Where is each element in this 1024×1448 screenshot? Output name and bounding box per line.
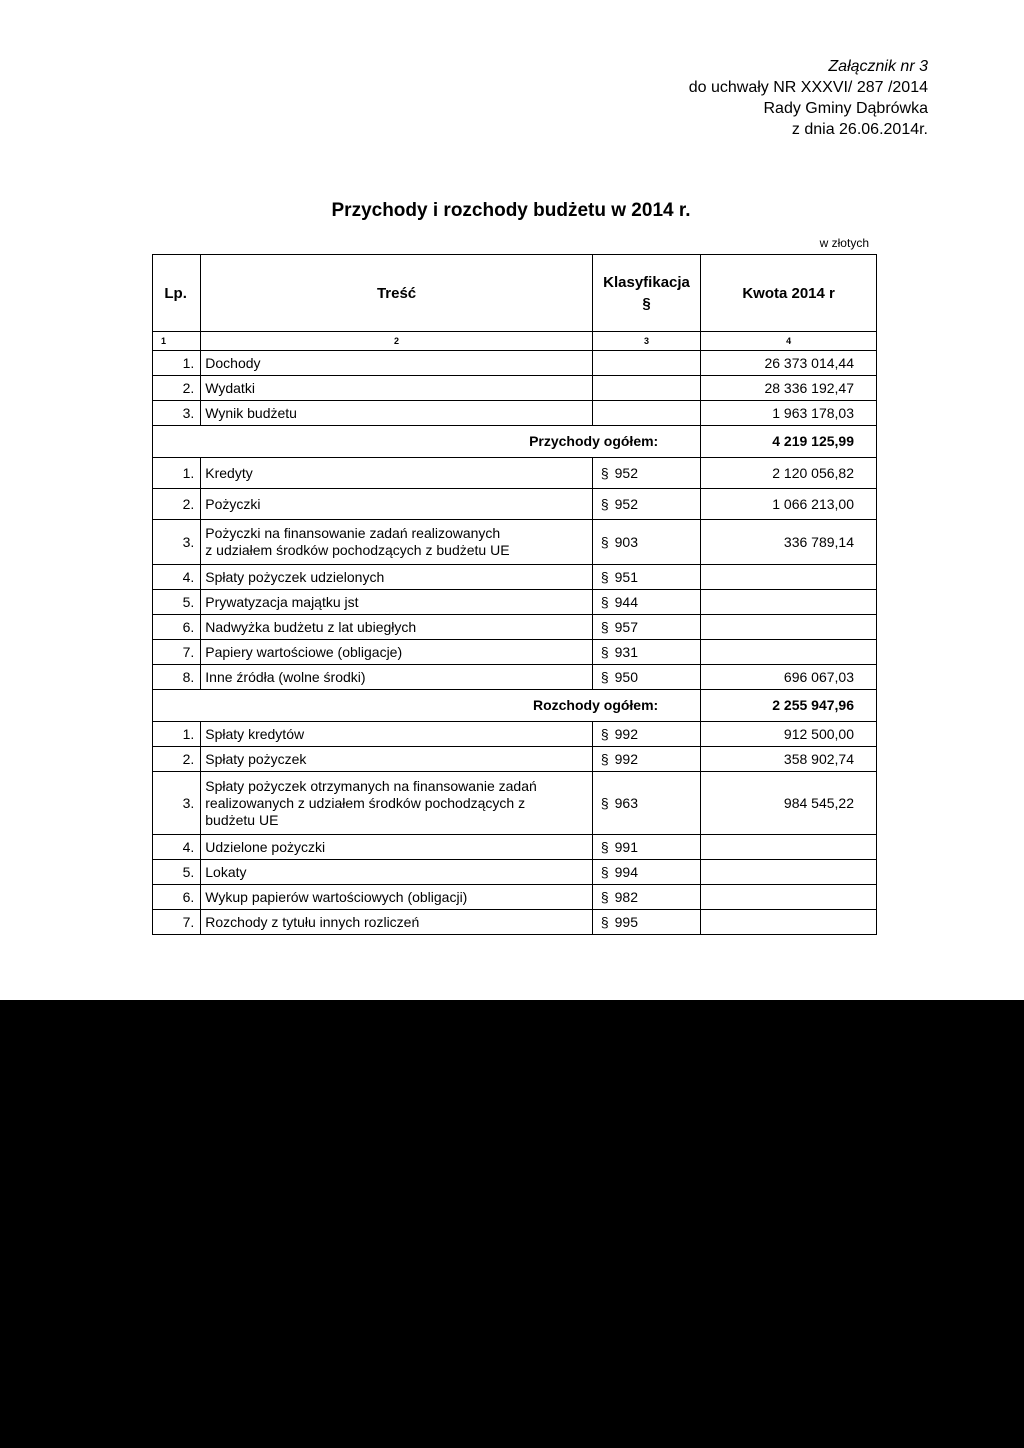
row-tresc: Wydatki bbox=[201, 376, 593, 401]
row-lp: 6. bbox=[153, 615, 201, 640]
header-kwota: Kwota 2014 r bbox=[701, 255, 877, 332]
column-number: 4 bbox=[701, 332, 877, 351]
row-kwota: 696 067,03 bbox=[701, 665, 877, 690]
table-row bbox=[153, 640, 877, 665]
row-tresc: Spłaty pożyczek otrzymanych na finansowanie zadań realizowanych z udziałem środków pochodzących z budżetu UE bbox=[201, 772, 593, 835]
table-row bbox=[153, 401, 877, 426]
paragraph-sign: § bbox=[600, 725, 609, 742]
row-klasyfikacja: § 995 bbox=[592, 910, 700, 935]
row-kwota: 1 963 178,03 bbox=[701, 401, 877, 426]
paragraph-sign: § bbox=[600, 838, 609, 855]
row-lp: 6. bbox=[153, 885, 201, 910]
row-klasyfikacja: § 951 bbox=[592, 565, 700, 590]
document-title: Przychody i rozchody budżetu w 2014 r. bbox=[331, 200, 691, 221]
paragraph-sign: § bbox=[642, 295, 651, 312]
row-lp: 4. bbox=[153, 835, 201, 860]
row-klasyfikacja: § 952 bbox=[592, 489, 700, 520]
row-kwota: 358 902,74 bbox=[701, 747, 877, 772]
row-klasyfikacja bbox=[592, 376, 700, 401]
row-kwota: 1 066 213,00 bbox=[701, 489, 877, 520]
row-klasyfikacja: § 991 bbox=[592, 835, 700, 860]
row-klasyfikacja: § 992 bbox=[592, 722, 700, 747]
column-number-row bbox=[153, 332, 877, 351]
annex-council: Rady Gminy Dąbrówka bbox=[763, 100, 928, 117]
row-klasyfikacja: § 952 bbox=[592, 458, 700, 489]
row-tresc: Rozchody z tytułu innych rozliczeń bbox=[201, 910, 593, 935]
table-row bbox=[153, 520, 877, 565]
annex-date: z dnia 26.06.2014r. bbox=[791, 121, 928, 138]
header-klasyfikacja-label: Klasyfikacja bbox=[603, 274, 690, 291]
row-klasyfikacja: § 931 bbox=[592, 640, 700, 665]
row-tresc: Pożyczki bbox=[201, 489, 593, 520]
annex-resolution: do uchwały NR XXXVI/ 287 /2014 bbox=[688, 79, 928, 96]
row-tresc: Lokaty bbox=[201, 860, 593, 885]
rozchody-total-value: 2 255 947,96 bbox=[701, 690, 877, 722]
paragraph-sign: § bbox=[600, 568, 609, 585]
paragraph-sign: § bbox=[600, 533, 609, 550]
row-tresc: Wynik budżetu bbox=[201, 401, 593, 426]
row-kwota: 28 336 192,47 bbox=[701, 376, 877, 401]
row-klasyfikacja bbox=[592, 351, 700, 376]
budget-table bbox=[152, 254, 877, 935]
table-row bbox=[153, 835, 877, 860]
row-lp: 5. bbox=[153, 860, 201, 885]
row-tresc: Kredyty bbox=[201, 458, 593, 489]
row-klasyfikacja: § 994 bbox=[592, 860, 700, 885]
paragraph-sign: § bbox=[600, 643, 609, 660]
column-number: 1 bbox=[153, 332, 201, 351]
header-row bbox=[153, 255, 877, 332]
row-tresc: Dochody bbox=[201, 351, 593, 376]
row-lp: 3. bbox=[153, 772, 201, 835]
row-lp: 5. bbox=[153, 590, 201, 615]
row-kwota: 912 500,00 bbox=[701, 722, 877, 747]
row-kwota bbox=[701, 835, 877, 860]
table-row bbox=[153, 376, 877, 401]
row-tresc: Prywatyzacja majątku jst bbox=[201, 590, 593, 615]
row-tresc: Spłaty pożyczek bbox=[201, 747, 593, 772]
table-row bbox=[153, 615, 877, 640]
row-klasyfikacja: § 944 bbox=[592, 590, 700, 615]
row-kwota bbox=[701, 590, 877, 615]
przychody-total-value: 4 219 125,99 bbox=[701, 426, 877, 458]
row-tresc: Spłaty kredytów bbox=[201, 722, 593, 747]
row-kwota bbox=[701, 910, 877, 935]
paragraph-sign: § bbox=[600, 618, 609, 635]
row-tresc: Udzielone pożyczki bbox=[201, 835, 593, 860]
table-row bbox=[153, 665, 877, 690]
row-kwota bbox=[701, 640, 877, 665]
przychody-total-row bbox=[153, 426, 877, 458]
row-klasyfikacja: § 963 bbox=[592, 772, 700, 835]
row-klasyfikacja: § 992 bbox=[592, 747, 700, 772]
column-number: 3 bbox=[592, 332, 700, 351]
paragraph-sign: § bbox=[600, 668, 609, 685]
row-klasyfikacja: § 982 bbox=[592, 885, 700, 910]
table-row bbox=[153, 458, 877, 489]
table-row bbox=[153, 910, 877, 935]
row-kwota bbox=[701, 860, 877, 885]
table-row bbox=[153, 489, 877, 520]
row-klasyfikacja: § 950 bbox=[592, 665, 700, 690]
unit-label: w złotych bbox=[819, 236, 869, 250]
row-lp: 2. bbox=[153, 747, 201, 772]
row-kwota bbox=[701, 885, 877, 910]
row-tresc: Papiery wartościowe (obligacje) bbox=[201, 640, 593, 665]
row-lp: 8. bbox=[153, 665, 201, 690]
row-lp: 3. bbox=[153, 401, 201, 426]
header-lp: Lp. bbox=[153, 255, 201, 332]
row-lp: 4. bbox=[153, 565, 201, 590]
row-kwota bbox=[701, 615, 877, 640]
row-tresc: Spłaty pożyczek udzielonych bbox=[201, 565, 593, 590]
row-kwota: 2 120 056,82 bbox=[701, 458, 877, 489]
paragraph-sign: § bbox=[600, 888, 609, 905]
header-klasyfikacja bbox=[592, 255, 700, 332]
table-row bbox=[153, 565, 877, 590]
table-row bbox=[153, 885, 877, 910]
row-lp: 2. bbox=[153, 376, 201, 401]
header-tresc: Treść bbox=[201, 255, 593, 332]
row-lp: 1. bbox=[153, 722, 201, 747]
row-lp: 3. bbox=[153, 520, 201, 565]
table-row bbox=[153, 747, 877, 772]
table-row bbox=[153, 860, 877, 885]
table-row bbox=[153, 722, 877, 747]
paragraph-sign: § bbox=[600, 794, 609, 811]
table-row bbox=[153, 351, 877, 376]
row-lp: 7. bbox=[153, 910, 201, 935]
row-klasyfikacja: § 957 bbox=[592, 615, 700, 640]
row-kwota: 336 789,14 bbox=[701, 520, 877, 565]
paragraph-sign: § bbox=[600, 750, 609, 767]
row-kwota: 984 545,22 bbox=[701, 772, 877, 835]
paragraph-sign: § bbox=[600, 913, 609, 930]
paragraph-sign: § bbox=[600, 495, 609, 512]
row-tresc: Pożyczki na finansowanie zadań realizowanych z udziałem środków pochodzących z budżetu UE bbox=[201, 520, 593, 565]
rozchody-total-row bbox=[153, 690, 877, 722]
row-tresc: Wykup papierów wartościowych (obligacji) bbox=[201, 885, 593, 910]
annex-number: Załącznik nr 3 bbox=[828, 58, 928, 75]
paragraph-sign: § bbox=[600, 593, 609, 610]
table-row bbox=[153, 590, 877, 615]
rozchody-total-label: Rozchody ogółem: bbox=[153, 690, 701, 722]
paragraph-sign: § bbox=[600, 464, 609, 481]
annex-block bbox=[689, 56, 928, 140]
row-kwota bbox=[701, 565, 877, 590]
paragraph-sign: § bbox=[600, 863, 609, 880]
przychody-total-label: Przychody ogółem: bbox=[153, 426, 701, 458]
row-klasyfikacja bbox=[592, 401, 700, 426]
row-lp: 1. bbox=[153, 351, 201, 376]
row-kwota: 26 373 014,44 bbox=[701, 351, 877, 376]
column-number: 2 bbox=[201, 332, 593, 351]
row-lp: 7. bbox=[153, 640, 201, 665]
row-lp: 2. bbox=[153, 489, 201, 520]
table-row bbox=[153, 772, 877, 835]
row-tresc: Inne źródła (wolne środki) bbox=[201, 665, 593, 690]
row-tresc: Nadwyżka budżetu z lat ubiegłych bbox=[201, 615, 593, 640]
row-lp: 1. bbox=[153, 458, 201, 489]
row-klasyfikacja: § 903 bbox=[592, 520, 700, 565]
